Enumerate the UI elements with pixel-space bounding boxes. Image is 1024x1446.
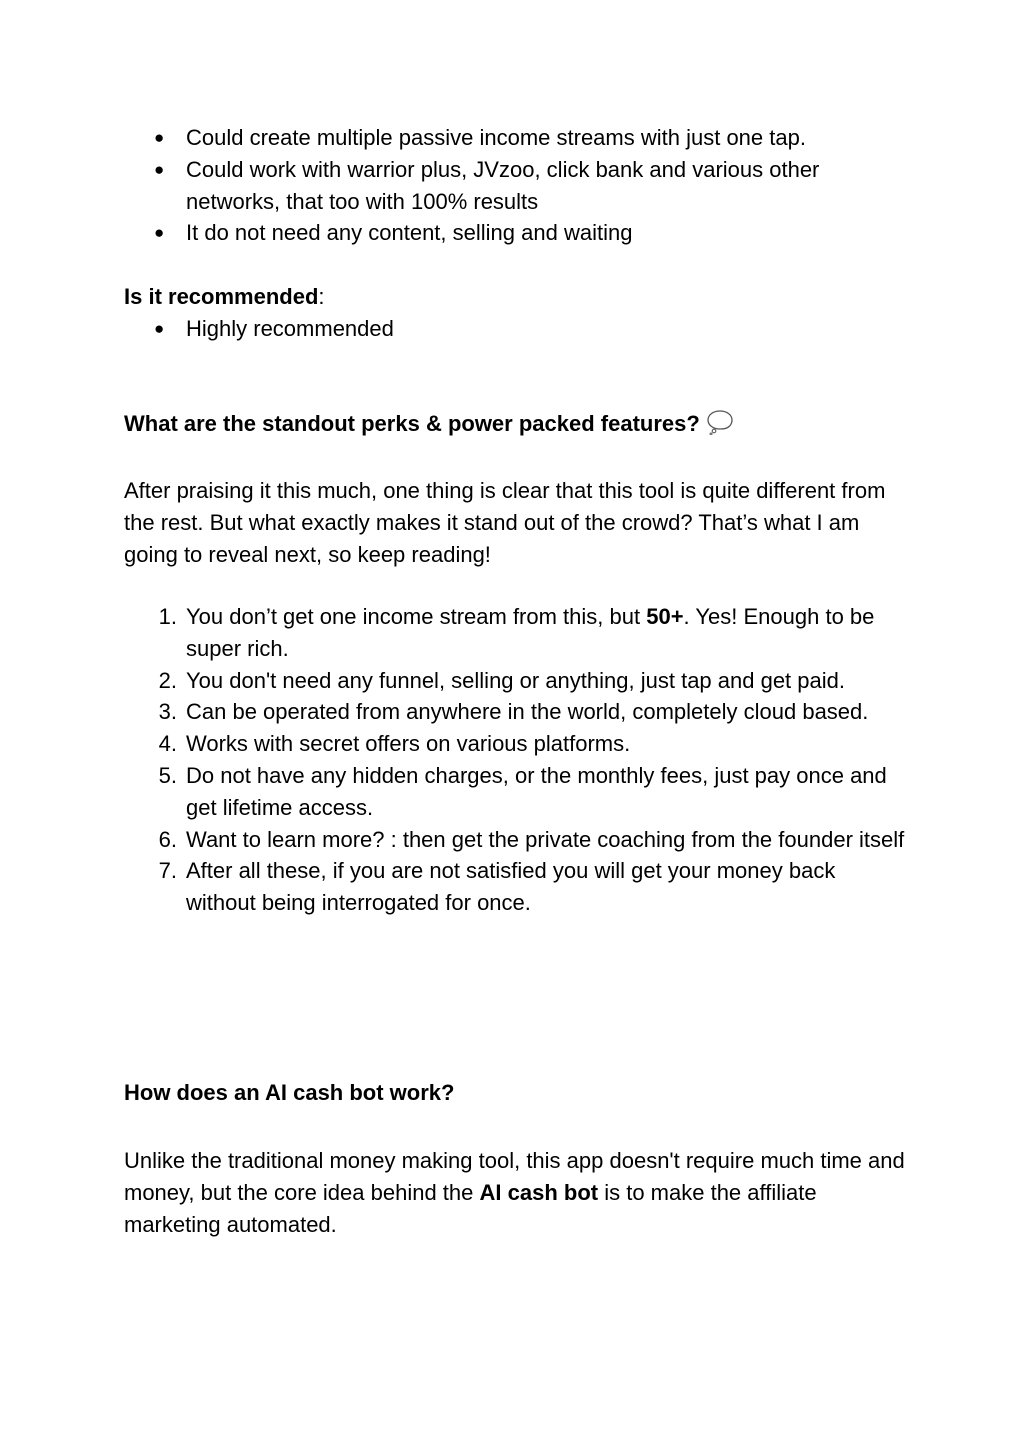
item-text: Can be operated from anywhere in the world, completely cloud based.: [186, 699, 869, 725]
paragraph-bold: AI cash bot: [479, 1179, 599, 1205]
how-paragraph: [124, 1145, 909, 1240]
item-text: Highly recommended: [186, 315, 394, 341]
list-item: [124, 855, 906, 919]
paragraph-text: Unlike the traditional money making tool, this app doesn't require much time and money, but the core idea behind the: [124, 1148, 905, 1205]
recommend-section: [124, 281, 904, 345]
list-item: [124, 313, 906, 345]
list-item: [124, 154, 906, 218]
bullet-icon: ●: [154, 128, 165, 147]
list-item: [124, 665, 906, 697]
list-item: [124, 728, 906, 760]
thought-bubble-icon: [706, 409, 734, 444]
features-paragraph: [124, 475, 909, 570]
paragraph-text: After praising it this much, one thing is clear that this tool is quite different from the rest. But what exactly makes it stand out of the crowd? That’s what I am going to reveal next, so keep reading!: [124, 478, 886, 567]
item-text: Works with secret offers on various platforms.: [186, 731, 631, 757]
how-heading: [124, 1077, 904, 1109]
item-text: You don't need any funnel, selling or anything, just tap and get paid.: [186, 667, 845, 693]
list-item: [124, 122, 906, 154]
list-item: [124, 601, 906, 665]
item-number: 4.: [158, 731, 177, 757]
bullet-icon: ●: [154, 223, 165, 243]
bullet-icon: ●: [154, 318, 165, 338]
list-item: [124, 824, 906, 856]
list-item: [124, 760, 906, 824]
item-text: Could create multiple passive income streams with just one tap.: [186, 125, 806, 150]
features-numbered-list: [124, 601, 904, 919]
item-text: After all these, if you are not satisfied you will get your money back without being interrogated for once.: [186, 858, 836, 916]
item-number: 3.: [158, 699, 177, 725]
intro-bullet-list: [124, 122, 904, 249]
item-text: You don’t get one income stream from this, but: [186, 604, 647, 629]
item-number: 5.: [158, 762, 177, 788]
item-number: 2.: [158, 667, 177, 693]
colon: :: [318, 284, 325, 309]
item-text: Do not have any hidden charges, or the monthly fees, just pay once and get lifetime access.: [186, 762, 887, 820]
item-text: . Yes! Enough to be super rich.: [186, 604, 875, 661]
features-heading: [124, 408, 904, 444]
list-item: [124, 217, 906, 249]
list-item: [124, 696, 906, 728]
item-number: 1.: [158, 604, 177, 629]
heading-text: How does an AI cash bot work?: [124, 1080, 455, 1105]
item-text: Could work with warrior plus, JVzoo, click bank and various other networks, that too with 100% results: [186, 156, 820, 214]
item-bold: 50+: [646, 604, 684, 629]
item-text: Want to learn more? : then get the private coaching from the founder itself: [186, 826, 905, 852]
recommend-label: Is it recommended: [124, 284, 319, 309]
paragraph-text: is to make the affiliate marketing automated.: [124, 1179, 817, 1237]
bullet-icon: ●: [154, 159, 165, 179]
item-number: 6.: [158, 826, 177, 852]
item-text: It do not need any content, selling and waiting: [186, 220, 633, 246]
item-number: 7.: [158, 858, 177, 884]
heading-text: What are the standout perks & power packed features?: [124, 411, 700, 436]
